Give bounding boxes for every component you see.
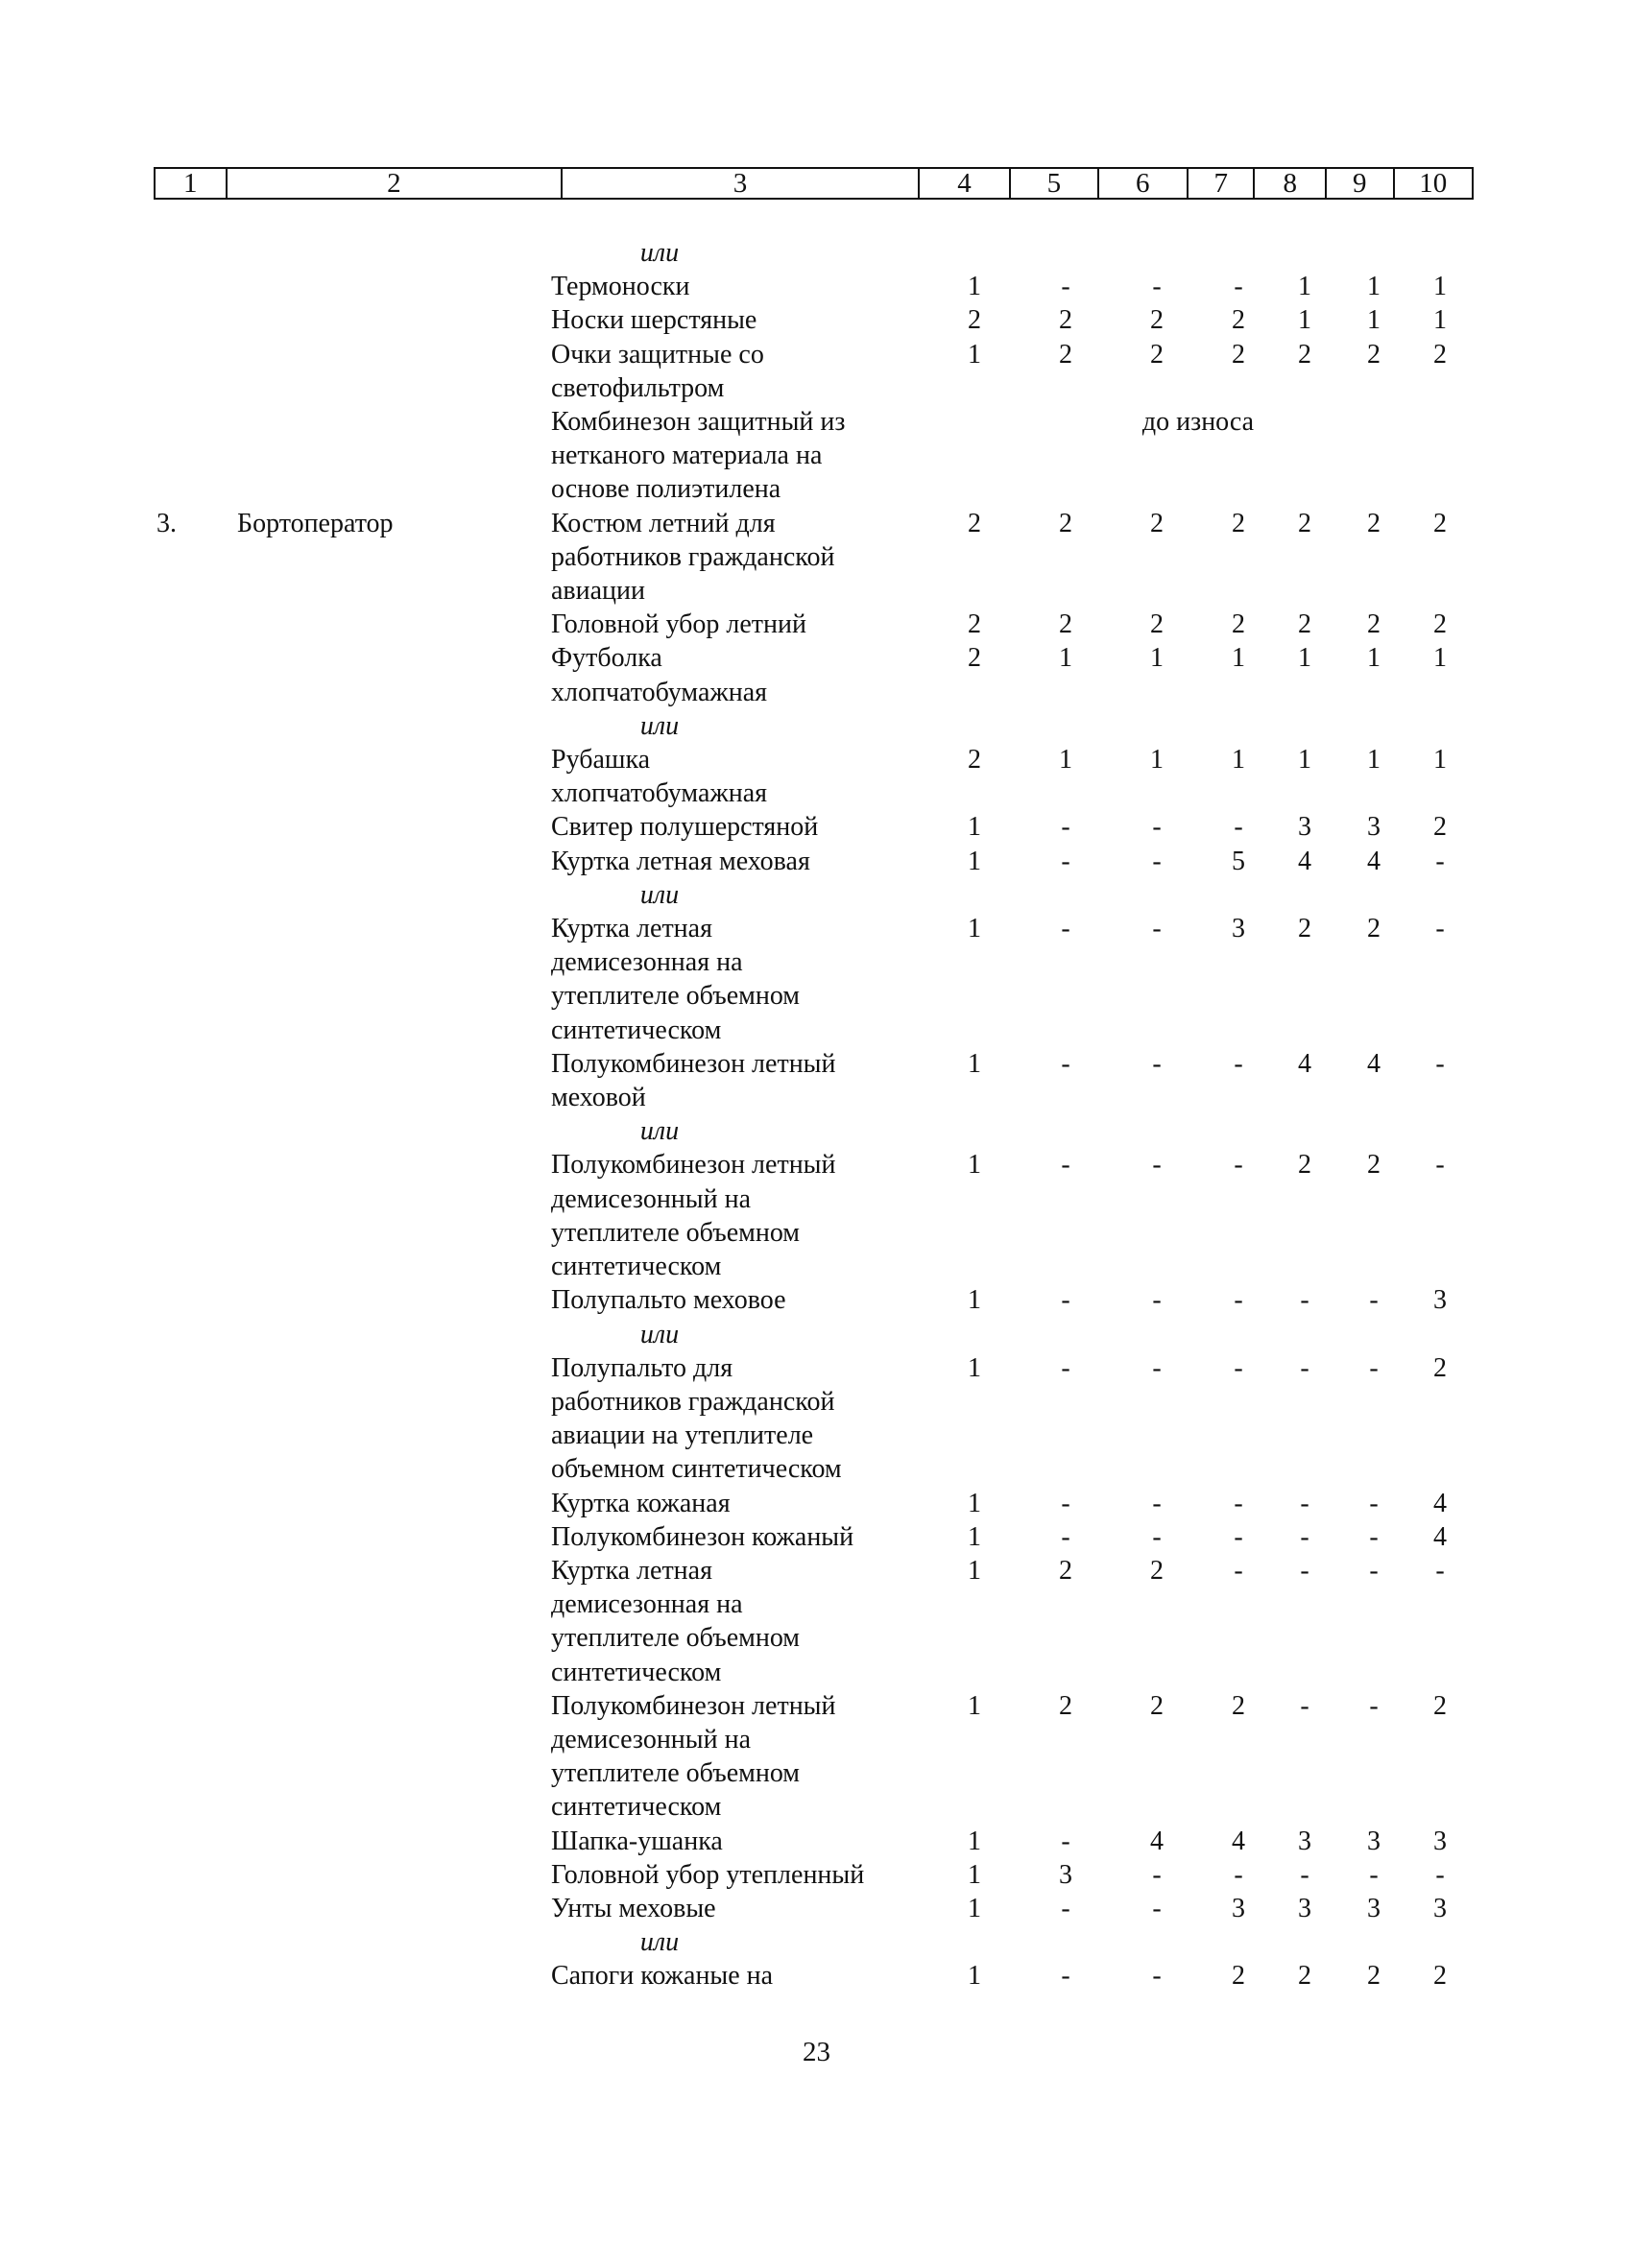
value-cell-col-10: - <box>1435 1555 1445 1586</box>
item-name-line: Рубашка <box>551 745 651 776</box>
value-cell-col-4: 1 <box>968 1826 981 1856</box>
value-cell-col-8: 1 <box>1298 305 1311 336</box>
alternative-separator-row <box>0 1114 1633 1148</box>
item-name-line: работников гражданской <box>551 541 835 572</box>
value-cell-col-8: 2 <box>1298 508 1311 538</box>
value-cell-col-8: 2 <box>1298 1150 1311 1181</box>
value-cell-col-6: 2 <box>1150 339 1164 370</box>
value-cell-col-9: 3 <box>1367 812 1381 843</box>
value-cell-col-9: 2 <box>1367 508 1381 538</box>
value-cell-col-6: - <box>1152 272 1162 302</box>
value-cell-col-6: 2 <box>1150 508 1164 538</box>
header-cell-8: 8 <box>1255 169 1327 198</box>
table-row <box>0 303 1633 337</box>
item-name-line: хлопчатобумажная <box>551 677 768 707</box>
value-cell-col-6: - <box>1152 1048 1162 1079</box>
value-cell-col-4: 1 <box>968 1521 981 1552</box>
value-cell-col-7: 2 <box>1232 305 1245 336</box>
item-name <box>551 1858 922 1892</box>
value-cell-col-10: 1 <box>1433 272 1447 302</box>
item-name-line: Очки защитные со <box>551 339 764 370</box>
value-cell-col-4: 1 <box>968 272 981 302</box>
value-cell-col-4: 2 <box>968 508 981 538</box>
item-name: или <box>639 1116 680 1147</box>
value-cell-col-9: - <box>1369 1521 1379 1552</box>
value-cell-col-9: 2 <box>1367 339 1381 370</box>
value-cell-col-6: - <box>1152 914 1162 944</box>
item-name-line: авиации на утеплителе <box>551 1420 814 1451</box>
value-cell-col-8: 3 <box>1298 1826 1311 1856</box>
table-row <box>0 1959 1633 1993</box>
table-row <box>0 1892 1633 1925</box>
value-cell-col-9: 1 <box>1367 745 1381 776</box>
value-cell-col-4: 1 <box>968 914 981 944</box>
item-name <box>551 507 922 609</box>
item-name-line: утеплителе объемном <box>551 981 801 1012</box>
item-name-line: Свитер полушерстяной <box>551 812 819 843</box>
value-cell-col-7: - <box>1234 1352 1243 1383</box>
value-cell-col-5: 2 <box>1059 305 1072 336</box>
value-cell-col-8: 1 <box>1298 643 1311 674</box>
value-cell-col-4: 1 <box>968 1150 981 1181</box>
item-name-line: Футболка <box>551 643 662 674</box>
value-cell-col-8: 3 <box>1298 1893 1311 1923</box>
value-cell-col-5: 2 <box>1059 339 1072 370</box>
value-cell-col-4: 1 <box>968 339 981 370</box>
value-cell-col-10: 3 <box>1433 1285 1447 1316</box>
value-cell-col-9: - <box>1369 1859 1379 1890</box>
value-cell-col-7: 5 <box>1232 846 1245 876</box>
header-cell-10: 10 <box>1419 167 1448 199</box>
header-cell-5: 5 <box>1011 169 1098 198</box>
value-cell-col-9: - <box>1369 1488 1379 1518</box>
item-name <box>551 743 922 810</box>
value-cell-col-6: - <box>1152 1893 1162 1923</box>
value-cell-col-10: 1 <box>1433 305 1447 336</box>
item-name-line: Головной убор летний <box>551 609 806 640</box>
item-name-line: синтетическом <box>551 1657 722 1687</box>
value-cell-col-8: - <box>1300 1690 1309 1721</box>
item-name <box>551 1487 922 1520</box>
value-cell-col-8: 1 <box>1298 272 1311 302</box>
header-cell-2: 2 <box>228 169 564 198</box>
value-cell-col-9: 1 <box>1367 643 1381 674</box>
value-cell-col-10: 2 <box>1433 508 1447 538</box>
value-cell-col-9: - <box>1369 1285 1379 1316</box>
value-cell-col-5: - <box>1061 1893 1070 1923</box>
item-name-line: Унты меховые <box>551 1893 716 1923</box>
value-cell-col-7: - <box>1234 1859 1243 1890</box>
value-cell-col-4: 1 <box>968 1961 981 1992</box>
value-cell-col-8: - <box>1300 1521 1309 1552</box>
item-name-line: Полупальто меховое <box>551 1285 786 1316</box>
item-name-line: Полукомбинезон летный <box>551 1150 836 1181</box>
value-cell-col-6: - <box>1152 1521 1162 1552</box>
value-cell-col-6: 2 <box>1150 609 1164 640</box>
item-name <box>551 1520 922 1554</box>
header-cell-7: 7 <box>1189 169 1256 198</box>
value-cell-col-9: 4 <box>1367 846 1381 876</box>
item-name-line: Комбинезон защитный из <box>551 407 846 438</box>
profession-name: Бортоператор <box>237 508 394 538</box>
table-row <box>0 1825 1633 1858</box>
header-cell-9: 9 <box>1327 169 1395 198</box>
item-name-line: Костюм летний для <box>551 508 776 538</box>
wear-period-text: до износа <box>1141 407 1255 438</box>
value-cell-col-9: 2 <box>1367 1961 1381 1992</box>
item-name-line: Куртка летная меховая <box>551 846 810 876</box>
value-cell-col-8: 1 <box>1298 745 1311 776</box>
item-name <box>551 1148 922 1283</box>
value-cell-col-7: - <box>1234 272 1243 302</box>
value-cell-col-7: 3 <box>1232 914 1245 944</box>
value-cell-col-8: - <box>1300 1285 1309 1316</box>
table-row <box>0 845 1633 878</box>
value-cell-col-4: 1 <box>968 1048 981 1079</box>
value-cell-col-4: 1 <box>968 1893 981 1923</box>
item-name-line: светофильтром <box>551 372 725 403</box>
value-cell-col-5: 2 <box>1059 1555 1072 1586</box>
item-name-line: хлопчатобумажная <box>551 778 768 809</box>
item-name <box>551 1283 922 1317</box>
table-row <box>0 1487 1633 1520</box>
item-name-line: демисезонный на <box>551 1724 751 1755</box>
item-name <box>551 1554 922 1689</box>
value-cell-col-10: 2 <box>1433 1961 1447 1992</box>
item-name-line: меховой <box>551 1083 646 1113</box>
value-cell-col-10: - <box>1435 914 1445 944</box>
item-name <box>551 1689 922 1825</box>
header-cell-4: 4 <box>920 169 1011 198</box>
value-cell-col-9: 3 <box>1367 1893 1381 1923</box>
value-cell-col-4: 1 <box>968 1352 981 1383</box>
value-cell-col-10: 3 <box>1433 1826 1447 1856</box>
value-cell-col-7: - <box>1234 1285 1243 1316</box>
value-cell-col-10: 1 <box>1433 745 1447 776</box>
item-name-line: Куртка летная <box>551 1555 712 1586</box>
value-cell-col-7: 2 <box>1232 1961 1245 1992</box>
value-cell-col-5: 3 <box>1059 1859 1072 1890</box>
item-name-line: синтетическом <box>551 1015 722 1045</box>
table-row <box>0 608 1633 641</box>
item-name-line: Куртка летная <box>551 914 712 944</box>
value-cell-col-10: - <box>1435 1859 1445 1890</box>
table-row <box>0 1047 1633 1114</box>
item-name-line: нетканого материала на <box>551 441 823 471</box>
value-cell-col-10: 4 <box>1433 1521 1447 1552</box>
value-cell-col-7: 1 <box>1232 745 1245 776</box>
value-cell-col-7: - <box>1234 1521 1243 1552</box>
item-name-line: объемном синтетическом <box>551 1454 842 1485</box>
item-name <box>551 608 922 641</box>
value-cell-col-5: - <box>1061 1150 1070 1181</box>
value-cell-col-8: 4 <box>1298 1048 1311 1079</box>
value-cell-col-7: 2 <box>1232 339 1245 370</box>
item-name <box>551 303 922 337</box>
value-cell-col-6: - <box>1152 1488 1162 1518</box>
value-cell-col-5: - <box>1061 272 1070 302</box>
value-cell-col-8: 2 <box>1298 339 1311 370</box>
value-cell-col-7: - <box>1234 1048 1243 1079</box>
table-row <box>0 912 1633 1047</box>
item-name <box>551 912 922 1047</box>
value-cell-col-8: 2 <box>1298 914 1311 944</box>
table-row <box>0 1148 1633 1283</box>
alternative-separator-row <box>0 1318 1633 1351</box>
item-name-line: Головной убор утепленный <box>551 1859 865 1890</box>
value-cell-col-10: - <box>1435 1048 1445 1079</box>
item-name <box>551 1047 922 1114</box>
value-cell-col-5: - <box>1061 1352 1070 1383</box>
value-cell-col-5: - <box>1061 812 1070 843</box>
table-row <box>0 810 1633 844</box>
item-name-line: утеплителе объемном <box>551 1217 801 1248</box>
item-name-line: Термоноски <box>551 272 690 302</box>
value-cell-col-7: - <box>1234 1555 1243 1586</box>
item-name <box>551 810 922 844</box>
value-cell-col-4: 1 <box>968 1859 981 1890</box>
value-cell-col-10: 3 <box>1433 1893 1447 1923</box>
value-cell-col-7: 3 <box>1232 1893 1245 1923</box>
item-name-line: основе полиэтилена <box>551 474 781 505</box>
item-name-line: Полукомбинезон кожаный <box>551 1521 854 1552</box>
value-cell-col-5: 1 <box>1059 745 1072 776</box>
value-cell-col-10: 2 <box>1433 339 1447 370</box>
value-cell-col-8: - <box>1300 1859 1309 1890</box>
value-cell-col-4: 1 <box>968 1555 981 1586</box>
value-cell-col-9: 1 <box>1367 305 1381 336</box>
value-cell-col-10: 2 <box>1433 1352 1447 1383</box>
value-cell-col-6: - <box>1152 1285 1162 1316</box>
value-cell-col-6: - <box>1152 1352 1162 1383</box>
value-cell-col-5: 2 <box>1059 1690 1072 1721</box>
value-cell-col-10: 1 <box>1433 643 1447 674</box>
header-cell-6: 6 <box>1099 169 1189 198</box>
table-body <box>0 236 1633 1993</box>
value-cell-col-6: - <box>1152 1961 1162 1992</box>
item-name-line: синтетическом <box>551 1252 722 1282</box>
value-cell-col-8: 4 <box>1298 846 1311 876</box>
item-name-line: Шапка-ушанка <box>551 1826 723 1856</box>
value-cell-col-5: - <box>1061 1048 1070 1079</box>
value-cell-col-9: - <box>1369 1555 1379 1586</box>
table-row <box>0 1858 1633 1892</box>
value-cell-col-5: - <box>1061 1961 1070 1992</box>
table-row <box>0 1351 1633 1487</box>
item-name <box>551 641 922 708</box>
item-name-line: Носки шерстяные <box>551 305 757 336</box>
item-name-line: демисезонная на <box>551 1589 743 1620</box>
item-name-line: работников гражданской <box>551 1386 835 1417</box>
value-cell-col-10: 2 <box>1433 609 1447 640</box>
table-row <box>0 507 1633 609</box>
value-cell-col-7: 1 <box>1232 643 1245 674</box>
table-row <box>0 270 1633 303</box>
value-cell-col-8: 2 <box>1298 609 1311 640</box>
value-cell-col-6: - <box>1152 1150 1162 1181</box>
table-row <box>0 338 1633 405</box>
item-name <box>551 845 922 878</box>
item-name <box>551 1959 922 1993</box>
value-cell-col-4: 2 <box>968 745 981 776</box>
table-row <box>0 1554 1633 1689</box>
value-cell-col-6: 1 <box>1150 643 1164 674</box>
value-cell-col-6: - <box>1152 812 1162 843</box>
item-name-line: синтетическом <box>551 1792 722 1823</box>
alternative-separator-row <box>0 709 1633 743</box>
value-cell-col-5: - <box>1061 1285 1070 1316</box>
value-cell-col-5: 1 <box>1059 643 1072 674</box>
value-cell-col-5: - <box>1061 1488 1070 1518</box>
item-name <box>551 1351 922 1487</box>
alternative-separator-row <box>0 878 1633 912</box>
table-header-row <box>154 167 1474 200</box>
table-row <box>0 1283 1633 1317</box>
item-name-line: Сапоги кожаные на <box>551 1961 774 1992</box>
value-cell-col-4: 1 <box>968 1690 981 1721</box>
item-name-line: демисезонная на <box>551 947 743 978</box>
value-cell-col-6: 1 <box>1150 745 1164 776</box>
row-number: 3. <box>156 508 177 538</box>
value-cell-col-6: - <box>1152 1859 1162 1890</box>
item-name: или <box>639 238 680 268</box>
item-name <box>551 1825 922 1858</box>
item-name: или <box>639 1319 680 1349</box>
value-cell-col-8: 3 <box>1298 812 1311 843</box>
value-cell-col-7: 4 <box>1232 1826 1245 1856</box>
value-cell-col-8: 2 <box>1298 1961 1311 1992</box>
item-name-line: Полупальто для <box>551 1352 733 1383</box>
value-cell-col-9: 2 <box>1367 609 1381 640</box>
value-cell-col-5: - <box>1061 1521 1070 1552</box>
value-cell-col-7: 2 <box>1232 609 1245 640</box>
item-name-line: Полукомбинезон летный <box>551 1690 836 1721</box>
item-name-line: утеплителе объемном <box>551 1623 801 1654</box>
item-name-line: Куртка кожаная <box>551 1488 731 1518</box>
value-cell-col-6: 4 <box>1150 1826 1164 1856</box>
value-cell-col-6: 2 <box>1150 1555 1164 1586</box>
value-cell-col-4: 2 <box>968 305 981 336</box>
item-name <box>551 1892 922 1925</box>
value-cell-col-5: - <box>1061 1826 1070 1856</box>
header-cell-3: 3 <box>563 169 920 198</box>
value-cell-col-7: 2 <box>1232 508 1245 538</box>
item-name <box>551 405 922 507</box>
item-name-line: авиации <box>551 576 646 607</box>
item-name-line: утеплителе объемном <box>551 1758 801 1789</box>
value-cell-col-8: - <box>1300 1555 1309 1586</box>
value-cell-col-9: 3 <box>1367 1826 1381 1856</box>
value-cell-col-6: 2 <box>1150 1690 1164 1721</box>
value-cell-col-5: 2 <box>1059 508 1072 538</box>
table-row <box>0 641 1633 708</box>
value-cell-col-8: - <box>1300 1488 1309 1518</box>
header-cell-1: 1 <box>156 169 228 198</box>
value-cell-col-6: - <box>1152 846 1162 876</box>
value-cell-col-4: 2 <box>968 643 981 674</box>
value-cell-col-8: - <box>1300 1352 1309 1383</box>
value-cell-col-4: 1 <box>968 1488 981 1518</box>
value-cell-col-10: - <box>1435 1150 1445 1181</box>
value-cell-col-9: - <box>1369 1352 1379 1383</box>
value-cell-col-10: 2 <box>1433 1690 1447 1721</box>
value-cell-col-4: 1 <box>968 1285 981 1316</box>
item-name-line: Полукомбинезон летный <box>551 1048 836 1079</box>
value-cell-col-4: 1 <box>968 846 981 876</box>
value-cell-col-10: 4 <box>1433 1488 1447 1518</box>
value-cell-col-9: - <box>1369 1690 1379 1721</box>
value-cell-col-9: 1 <box>1367 272 1381 302</box>
item-name: или <box>639 710 680 741</box>
value-cell-col-5: 2 <box>1059 609 1072 640</box>
value-cell-col-9: 2 <box>1367 1150 1381 1181</box>
value-cell-col-5: - <box>1061 914 1070 944</box>
item-name <box>551 338 922 405</box>
value-cell-col-10: - <box>1435 846 1445 876</box>
value-cell-col-7: - <box>1234 812 1243 843</box>
table-row <box>0 1689 1633 1825</box>
table-row <box>0 743 1633 810</box>
item-name: или <box>639 1927 680 1958</box>
value-cell-col-10: 2 <box>1433 812 1447 843</box>
value-cell-col-9: 4 <box>1367 1048 1381 1079</box>
table-row <box>0 405 1633 507</box>
value-cell-col-4: 2 <box>968 609 981 640</box>
item-name <box>551 270 922 303</box>
alternative-separator-row <box>0 1925 1633 1959</box>
value-cell-col-7: - <box>1234 1488 1243 1518</box>
value-cell-col-9: 2 <box>1367 914 1381 944</box>
value-cell-col-6: 2 <box>1150 305 1164 336</box>
value-cell-col-7: 2 <box>1232 1690 1245 1721</box>
value-cell-col-7: - <box>1234 1150 1243 1181</box>
item-name-line: демисезонный на <box>551 1183 751 1214</box>
item-name: или <box>639 879 680 910</box>
table-row <box>0 1520 1633 1554</box>
page-number: 23 <box>803 2037 830 2067</box>
value-cell-col-4: 1 <box>968 812 981 843</box>
value-cell-col-5: - <box>1061 846 1070 876</box>
alternative-separator-row <box>0 236 1633 270</box>
